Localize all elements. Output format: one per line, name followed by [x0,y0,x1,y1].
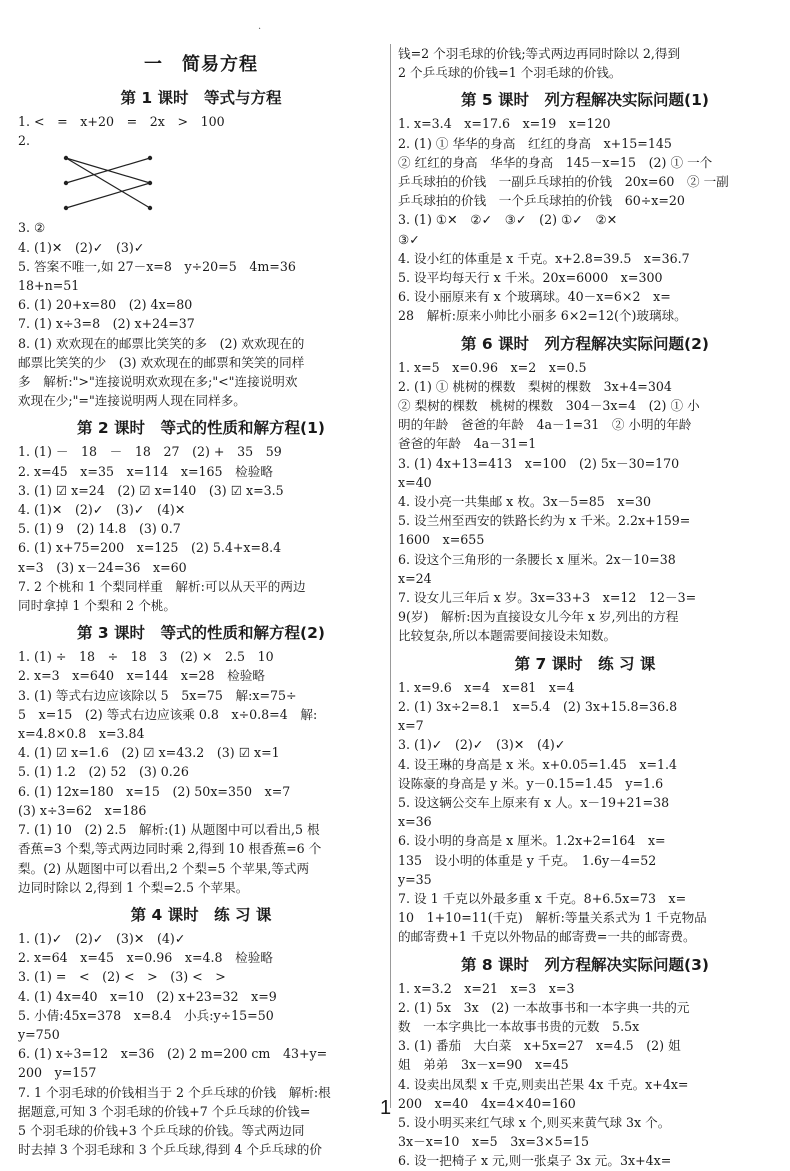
answer-line: 的邮寄费+1 千克以外物品的邮寄费=一共的邮寄费。 [398,929,696,945]
page-number: 1 [380,1097,392,1119]
right-column [398,44,772,1171]
lesson-heading: 第 5 课时 列方程解决实际问题(1) [460,91,710,110]
answer-line: 3. (1) 等式右边应该除以 5 5x=75 解:x=75÷ [18,687,297,703]
answer-line: 2. x=3 x=640 x=144 x=28 检验略 [18,668,265,684]
answer-line: 4. (1) ☑ x=1.6 (2) ☑ x=43.2 (3) ☑ x=1 [18,745,280,761]
answer-line: 5. 设平均每天行 x 千米。20x=6000 x=300 [398,270,663,286]
answer-line: 欢现在少;"="连接说明两人现在同样多。 [18,393,246,409]
answer-line: 5. (1) 9 (2) 14.8 (3) 0.7 [18,521,181,537]
answer-line: ③✓ [398,231,420,247]
answer-line: 6. (1) x÷3=12 x=36 (2) 2 m=200 cm 43+y= [18,1046,328,1062]
answer-line: 4. 设王琳的身高是 x 米。x+0.05=1.45 x=1.4 [398,756,678,772]
answer-line: 3. (1) = < (2) < > (3) < > [18,969,226,985]
answer-line: x=3 (3) x－24=36 x=60 [18,559,187,575]
answer-line: 1. x=9.6 x=4 x=81 x=4 [398,679,575,695]
answer-line: 1. < = x+20 = 2x > 100 [18,114,225,129]
answer-line: 1600 x=655 [398,532,485,548]
answer-line: 1. x=5 x=0.96 x=2 x=0.5 [398,359,587,375]
answer-line: 据题意,可知 3 个羽毛球的价钱+7 个乒乓球的价钱= [18,1103,311,1119]
answer-line: 2 个乒乓球的价钱=1 个羽毛球的价钱。 [398,65,622,81]
answer-line: 4. 设小亮一共集邮 x 枚。3x－5=85 x=30 [398,494,652,510]
column-divider [390,44,391,1108]
answer-line: 4. 设小红的体重是 x 千克。x+2.8=39.5 x=36.7 [398,250,690,266]
answer-line: 3. (1) 4x+13=413 x=100 (2) 5x－30=170 [398,455,680,471]
answer-line: 3x－x=10 x=5 3x=3×5=15 [398,1134,590,1150]
answer-line: 2. x=45 x=35 x=114 x=165 检验略 [18,463,273,479]
answer-line: ② 梨树的棵数 桃树的棵数 304－3x=4 (2) ① 小 [398,398,700,414]
answer-line: 9(岁) 解析:因为直接设女儿今年 x 岁,列出的方程 [398,609,679,625]
answer-line: 28 解析:原来小帅比小丽多 6×2=12(个)玻璃球。 [398,308,687,324]
answer-line: 2. (1) ① 华华的身高 红红的身高 x+15=145 [398,135,672,151]
answer-line: 6. (1) 20+x=80 (2) 4x=80 [18,297,193,313]
answer-line: 1. x=3.2 x=21 x=3 x=3 [398,980,575,996]
answer-line: 梨。(2) 从题图中可以看出,2 个梨=5 个苹果,等式两 [18,860,310,876]
lesson-heading: 第 3 课时 等式的性质和解方程(2) [76,624,326,643]
answer-line: 7. (1) x÷3=8 (2) x+24=37 [18,316,195,332]
answer-line: 4. (1)✕ (2)✓ (3)✓ [18,239,145,255]
answer-line: 8. (1) 欢欢现在的邮票比笑笑的多 (2) 欢欢现在的 [18,335,305,351]
answer-line: y=35 [398,871,432,887]
answer-line: x=40 [398,474,432,490]
answer-line: 3. (1) 番茄 大白菜 x+5x=27 x=4.5 (2) 姐 [398,1038,681,1054]
answer-line: 明的年龄 爸爸的年龄 4a－1=31 ② 小明的年龄 [398,417,692,433]
answer-line: 4. (1) 4x=40 x=10 (2) x+23=32 x=9 [18,988,277,1004]
answer-line: 2. (1) 3x÷2=8.1 x=5.4 (2) 3x+15.8=36.8 [398,698,678,714]
matching-diagram [60,152,384,218]
answer-line: ② 红红的身高 华华的身高 145－x=15 (2) ① 一个 [398,154,713,170]
answer-line: 香蕉=3 个梨,等式两边同时乘 2,得到 10 根香蕉=6 个 [18,841,322,857]
lesson-heading: 第 2 课时 等式的性质和解方程(1) [76,419,326,438]
answer-line: 3. (1) ①✕ ②✓ ③✓ (2) ①✓ ②✕ [398,212,618,228]
answer-line: 乒乓球拍的价钱 一个乒乓球拍的价钱 60÷x=20 [398,193,685,209]
answer-line: x=7 [398,718,424,734]
answer-line: 5 个羽毛球的价钱+3 个乒乓球的价钱。等式两边同 [18,1122,305,1138]
answer-line: 6. 设小丽原来有 x 个玻璃球。40－x=6×2 x= [398,289,671,305]
answer-line: 姐 弟弟 3x－x=90 x=45 [398,1057,569,1073]
lesson-heading: 第 7 课时 练 习 课 [514,654,656,673]
answer-line: 1. (1)✓ (2)✓ (3)✕ (4)✓ [18,930,186,946]
answer-line: 6. (1) x+75=200 x=125 (2) 5.4+x=8.4 [18,540,282,556]
answer-line: x=36 [398,814,432,830]
answer-line: 2. (1) 5x 3x (2) 一本故事书和一本字典一共的元 [398,999,690,1015]
lesson-heading: 第 4 课时 练 习 课 [130,905,272,924]
answer-line: x=4.8×0.8 x=3.84 [18,726,145,742]
answer-line: 10 1+10=11(千克) 解析:等量关系式为 1 千克物品 [398,910,707,926]
answer-line: 2. x=64 x=45 x=0.96 x=4.8 检验略 [18,950,273,966]
lesson-heading: 第 8 课时 列方程解决实际问题(3) [460,955,710,974]
answer-line: 5. 设小明买来红气球 x 个,则买来黄气球 3x 个。 [398,1114,671,1130]
chapter-heading: 一 简易方程 [144,54,258,75]
answer-line: 多 解析:">"连接说明欢欢现在多;"<"连接说明欢 [18,374,298,390]
answer-line: 1. (1) ÷ 18 ÷ 18 3 (2) × 2.5 10 [18,649,274,665]
answer-line: y=750 [18,1026,60,1042]
answer-line: 时去掉 3 个羽毛球和 3 个乒乓球,得到 4 个乒乓球的价 [18,1142,322,1158]
answer-line: 邮票比笑笑的少 (3) 欢欢现在的邮票和笑笑的同样 [18,354,305,370]
answer-line: 7. 1 个羽毛球的价钱相当于 2 个乒乓球的价钱 解析:根 [18,1084,331,1100]
answer-line: 3. ② [18,220,46,236]
answer-line: 7. 设 1 千克以外最多重 x 千克。8+6.5x=73 x= [398,890,687,906]
answer-line: 数 一本字典比一本故事书贵的元数 5.5x [398,1018,640,1034]
answer-line: 2. [18,133,31,149]
answer-line: 5. 设兰州至西安的铁路长约为 x 千米。2.2x+159= [398,513,691,529]
answer-line: 钱=2 个羽毛球的价钱;等式两边再同时除以 2,得到 [398,46,681,61]
answer-line: 同时拿掉 1 个梨和 2 个桃。 [18,598,176,614]
answer-line: 2. (1) ① 桃树的棵数 梨树的棵数 3x+4=304 [398,378,672,394]
answer-line: 5 x=15 (2) 等式右边应该乘 0.8 x÷0.8=4 解: [18,706,318,722]
answer-line: 6. (1) 12x=180 x=15 (2) 50x=350 x=7 [18,783,291,799]
answer-line: 5. (1) 1.2 (2) 52 (3) 0.26 [18,764,189,780]
answer-line: 5. 设这辆公交车上原来有 x 人。x－19+21=38 [398,794,670,810]
answer-line: 5. 小倩:45x=378 x=8.4 小兵:y÷15=50 [18,1007,274,1023]
answer-line: 18+n=51 [18,278,80,294]
answer-line: 3. (1) ☑ x=24 (2) ☑ x=140 (3) ☑ x=3.5 [18,482,284,498]
answer-line: 6. 设小明的身高是 x 厘米。1.2x+2=164 x= [398,833,666,849]
answer-line: 200 y=157 [18,1065,97,1081]
answer-line: 4. (1)✕ (2)✓ (3)✓ (4)✕ [18,502,186,518]
left-column [18,40,384,1159]
answer-line: 边同时除以 2,得到 1 个梨=2.5 个苹果。 [18,879,249,895]
answer-line: 3. (1)✓ (2)✓ (3)✕ (4)✓ [398,737,566,753]
answer-line: 1. x=3.4 x=17.6 x=19 x=120 [398,116,611,132]
answer-line: 比较复杂,所以本题需要间接设未知数。 [398,628,617,644]
lesson-heading: 第 6 课时 列方程解决实际问题(2) [460,334,710,353]
answer-line: 7. 2 个桃和 1 个梨同样重 解析:可以从天平的两边 [18,578,306,594]
answer-line: 135 设小明的体重是 y 千克。 1.6y－4=52 [398,852,657,868]
top-mark: · [258,24,262,35]
answer-line: 7. (1) 10 (2) 2.5 解析:(1) 从题图中可以看出,5 根 [18,822,320,838]
answer-line: 200 x=40 4x=4×40=160 [398,1095,576,1111]
answer-line: x=24 [398,570,432,586]
answer-line: 设陈豪的身高是 y 米。y－0.15=1.45 y=1.6 [398,775,664,791]
answer-line: 6. 设这个三角形的一条腰长 x 厘米。2x－10=38 [398,551,676,567]
answer-line: 爸爸的年龄 4a－31=1 [398,436,537,452]
answer-line: (3) x÷3=62 x=186 [18,802,147,818]
answer-line: 4. 设卖出凤梨 x 千克,则卖出芒果 4x 千克。x+4x= [398,1076,689,1092]
answer-line: 7. 设女儿三年后 x 岁。3x=33+3 x=12 12－3= [398,590,697,606]
answer-line: 5. 答案不唯一,如 27－x=8 y÷20=5 4m=36 [18,258,296,274]
answer-line: 6. 设一把椅子 x 元,则一张桌子 3x 元。3x+4x= [398,1153,672,1169]
lesson-heading: 第 1 课时 等式与方程 [120,89,282,107]
answer-line: 1. (1) － 18 － 18 27 (2) + 35 59 [18,444,282,460]
answer-line: 乒乓球拍的价钱 一副乒乓球拍的价钱 20x=60 ② 一副 [398,174,729,190]
